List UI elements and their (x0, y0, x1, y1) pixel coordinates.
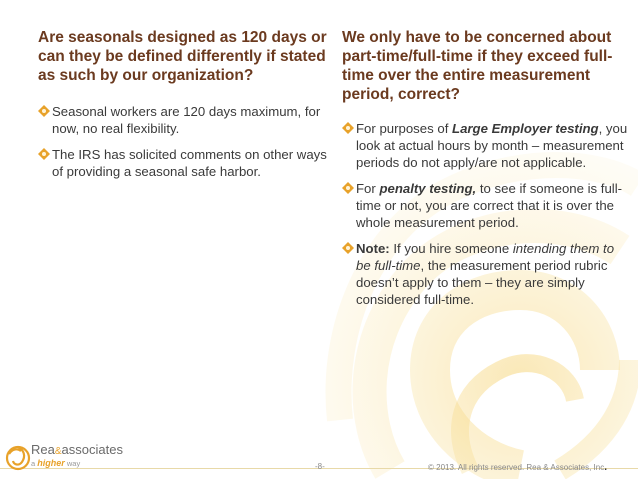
logo-tagline: a higher way (31, 458, 81, 468)
copyright-notice: © 2013. All rights reserved. Rea & Associates, Inc. (428, 462, 607, 473)
right-question-heading: We only have to be concerned about part-time/full-time if they exceed full-time over the entire measurement period, correct? (342, 29, 613, 103)
left-bullet-2: The IRS has solicited comments on other ways of providing a seasonal safe harbor. (38, 146, 328, 180)
right-bullet-3: Note: If you hire someone intending them to be full-time, the measurement period rubric doesn’t apply to them – they are simply considered full-time. (342, 240, 628, 308)
page-number: -8- (315, 462, 325, 471)
left-question-heading: Are seasonals designed as 120 days or can they be defined differently if stated as such by our organization? (38, 29, 327, 84)
logo-wordmark: Rea&associates (31, 442, 123, 457)
bullet-icon (38, 148, 50, 160)
bullet-icon (342, 242, 354, 254)
right-column (342, 28, 628, 317)
bullet-icon (342, 182, 354, 194)
right-bullet-1: For purposes of Large Employer testing, you look at actual hours by month – measurement periods do not apply/are not applicable. (342, 120, 628, 171)
left-bullet-1: Seasonal workers are 120 days maximum, for now, no real flexibility. (38, 103, 328, 137)
bullet-icon (342, 122, 354, 134)
bullet-icon (38, 105, 50, 117)
left-column (38, 28, 328, 189)
right-bullet-2: For penalty testing, to see if someone is full-time or not, you are correct that it is over the whole measurement period. (342, 180, 628, 231)
